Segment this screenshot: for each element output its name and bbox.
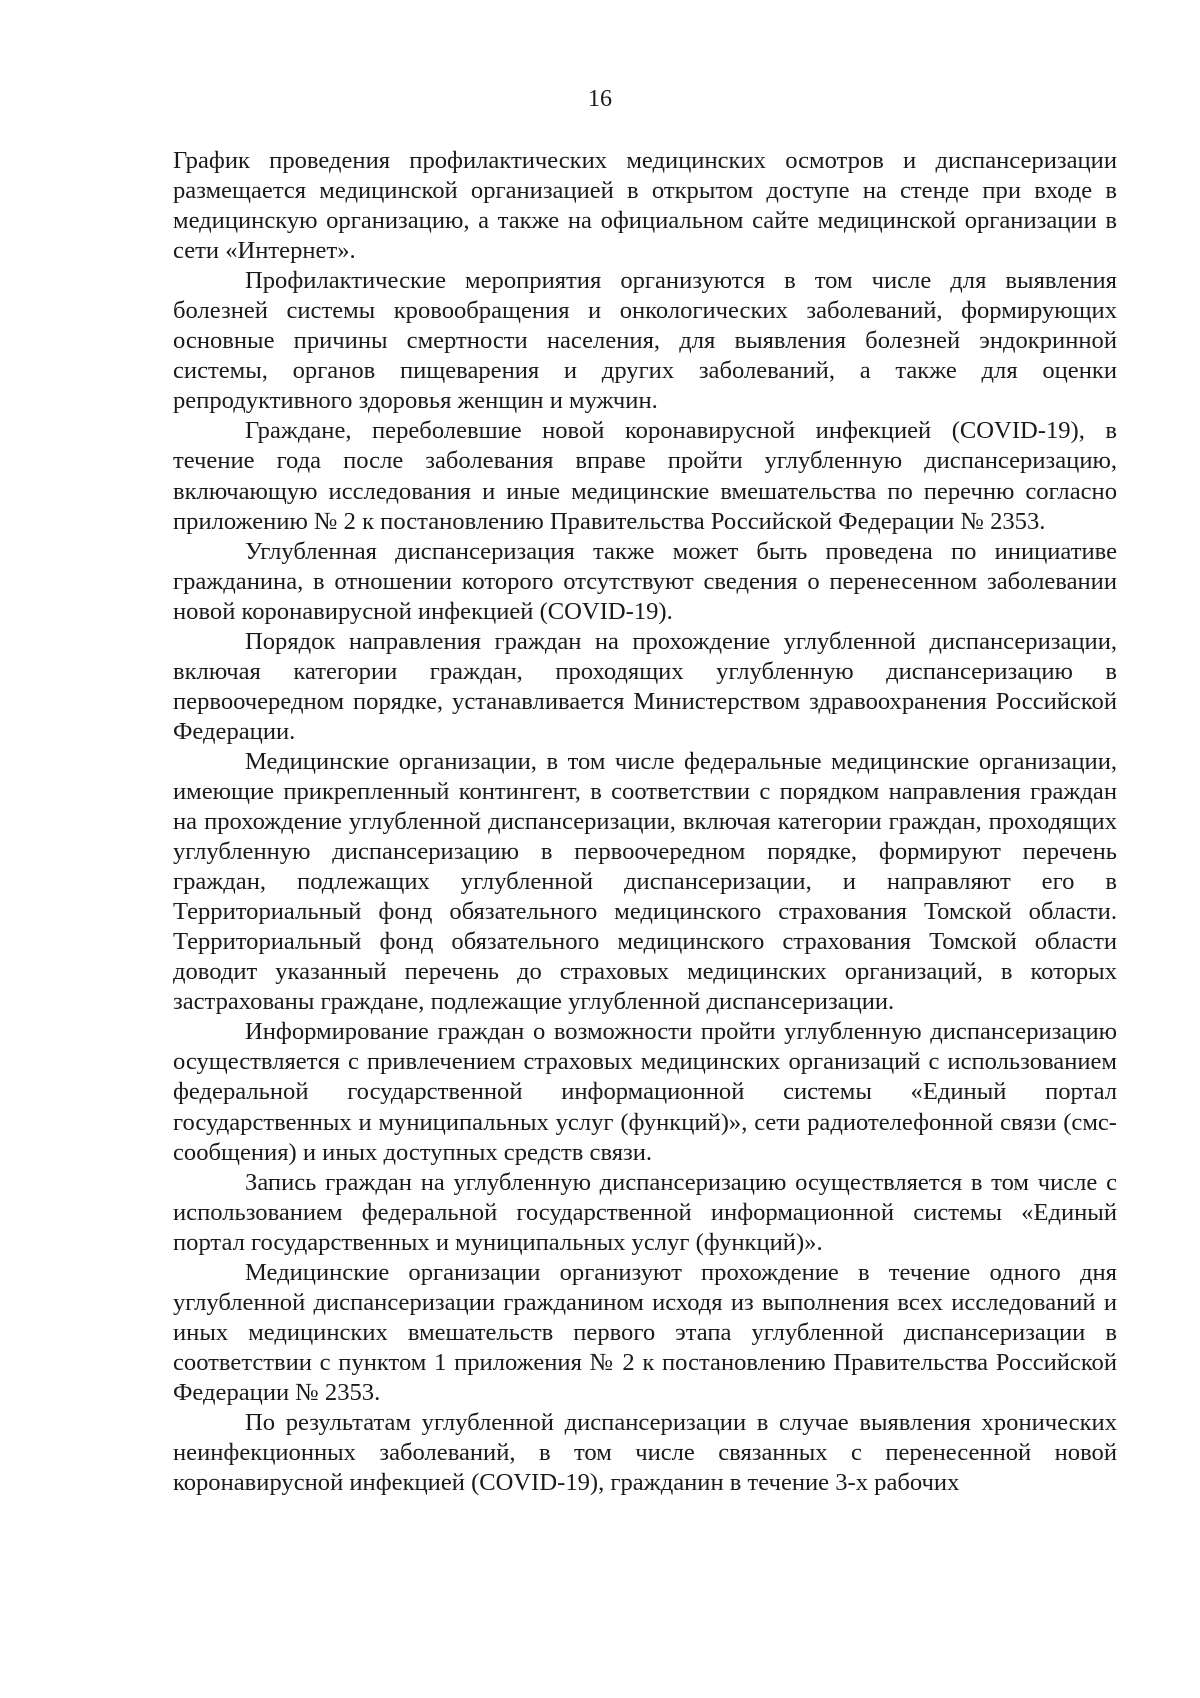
- document-body: [173, 146, 1117, 1498]
- paragraph: Медицинские организации, в том числе федеральные медицинские организации, имеющие прикрепленный контингент, в соответствии с порядком направления граждан на прохождение углубленной диспансеризации, включая категории граждан, проходящих углубленную диспансеризацию в первоочередном порядке, формируют перечень граждан, подлежащих углубленной диспансеризации, и направляют его в Территориальный фонд обязательного медицинского страхования Томской области. Территориальный фонд обязательного медицинского страхования Томской области доводит указанный перечень до страховых медицинских организаций, в которых застрахованы граждане, подлежащие углубленной диспансеризации.: [173, 747, 1117, 1016]
- paragraph: График проведения профилактических медицинских осмотров и диспансеризации размещается медицинской организацией в открытом доступе на стенде при входе в медицинскую организацию, а также на официальном сайте медицинской организации в сети «Интернет».: [173, 147, 1117, 265]
- paragraph: Порядок направления граждан на прохождение углубленной диспансеризации, включая категории граждан, проходящих углубленную диспансеризацию в первоочередном порядке, устанавливается Министерством здравоохранения Российской Федерации.: [173, 627, 1117, 745]
- paragraph: Профилактические мероприятия организуются в том числе для выявления болезней системы кровообращения и онкологических заболеваний, формирующих основные причины смертности населения, для выявления болезней эндокринной системы, органов пищеварения и других заболеваний, а также для оценки репродуктивного здоровья женщин и мужчин.: [173, 267, 1117, 415]
- page-number: 16: [588, 86, 612, 112]
- paragraph: По результатам углубленной диспансеризации в случае выявления хронических неинфекционных заболеваний, в том числе связанных с перенесенной новой коронавирусной инфекцией (COVID-19), гражданин в течение 3-х рабочих: [173, 1408, 1117, 1497]
- paragraph: Граждане, переболевшие новой коронавирусной инфекцией (COVID-19), в течение года после заболевания вправе пройти углубленную диспансеризацию, включающую исследования и иные медицинские вмешательства по перечню согласно приложению № 2 к постановлению Правительства Российской Федерации № 2353.: [173, 417, 1117, 535]
- paragraph: Информирование граждан о возможности пройти углубленную диспансеризацию осуществляется с привлечением страховых медицинских организаций с использованием федеральной государственной информационной системы «Единый портал государственных и муниципальных услуг (функций)», сети радиотелефонной связи (смс-сообщения) и иных доступных средств связи.: [173, 1018, 1117, 1166]
- paragraph: Углубленная диспансеризация также может быть проведена по инициативе гражданина, в отношении которого отсутствуют сведения о перенесенном заболевании новой коронавирусной инфекцией (COVID-19).: [173, 537, 1117, 625]
- paragraph: Запись граждан на углубленную диспансеризацию осуществляется в том числе с использованием федеральной государственной информационной системы «Единый портал государственных и муниципальных услуг (функций)».: [173, 1168, 1117, 1256]
- paragraph: Медицинские организации организуют прохождение в течение одного дня углубленной диспансеризации гражданином исходя из выполнения всех исследований и иных медицинских вмешательств первого этапа углубленной диспансеризации в соответствии с пунктом 1 приложения № 2 к постановлению Правительства Российской Федерации № 2353.: [173, 1258, 1117, 1406]
